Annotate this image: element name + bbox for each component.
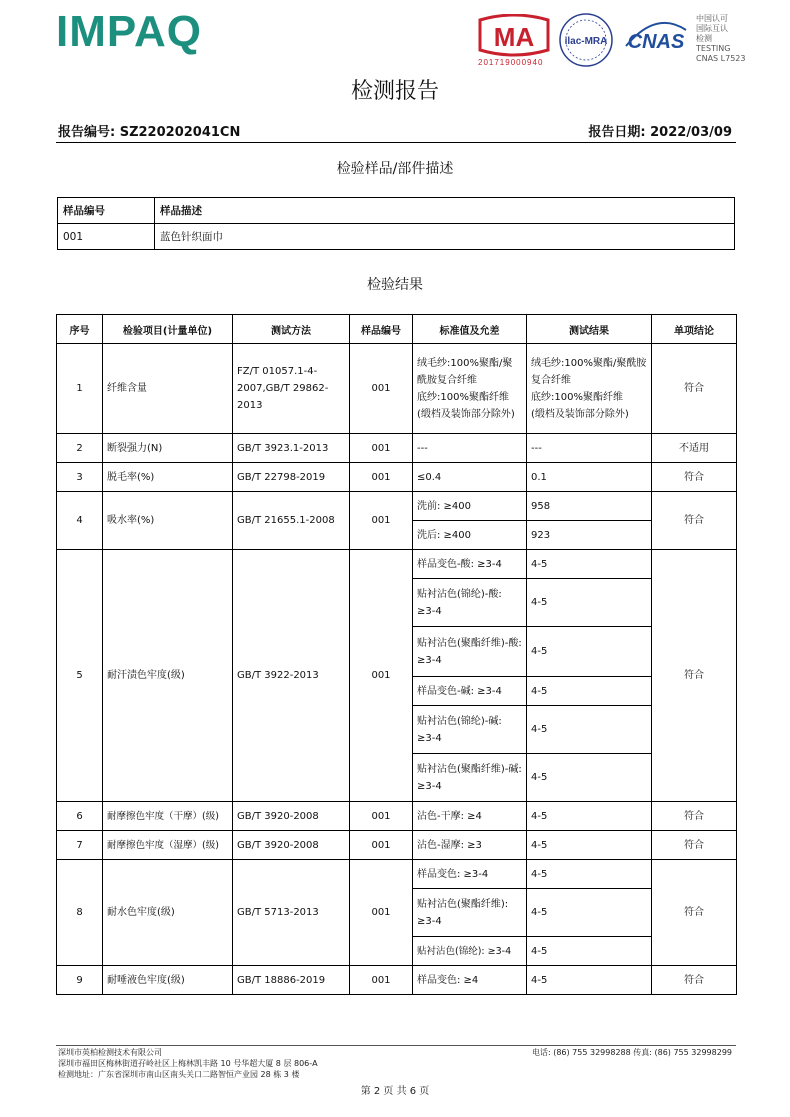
results-header-row (57, 315, 737, 344)
row-number: 5 (57, 550, 103, 802)
test-method: GB/T 3922-2013 (233, 550, 350, 802)
cnas-line: CNAS L7523 (696, 54, 746, 63)
page-number: 第 2 页 共 6 页 (360, 1086, 430, 1097)
contact-info: 电话: (86) 755 32998288 传真: (86) 755 32998299 (531, 1048, 732, 1057)
test-result: 4-5 (527, 706, 652, 754)
cma-number: 201719000940 (478, 58, 544, 67)
sample-table (57, 197, 735, 250)
test-result: 4-5 (527, 627, 652, 677)
table-row (58, 224, 735, 250)
table-row (57, 550, 737, 579)
standard-value: ≤0.4 (413, 463, 527, 492)
standard-value: 贴衬沾色(锦纶): ≥3-4 (413, 937, 527, 966)
report-number: 报告编号: SZ220202041CN (58, 125, 241, 140)
results-table (56, 314, 737, 995)
footer-line: 检测地址：广东省深圳市南山区南头关口二路智恒产业园 28 栋 3 楼 (58, 1070, 300, 1079)
standard-value: 沾色-湿摩: ≥3 (413, 831, 527, 860)
results-section-title: 检验结果 (367, 277, 423, 293)
standard-value: 贴衬沾色(聚酯纤维): ≥3-4 (413, 889, 527, 937)
test-result: 0.1 (527, 463, 652, 492)
conclusion: 符合 (652, 550, 737, 802)
sample-id: 001 (350, 802, 413, 831)
footer-line: 深圳市英柏检测技术有限公司 (58, 1048, 162, 1057)
sample-id: 001 (350, 860, 413, 966)
cnas-line: 检测 (696, 34, 712, 43)
company-address (58, 1047, 318, 1080)
row-number: 8 (57, 860, 103, 966)
sample-id: 001 (350, 463, 413, 492)
company-logo: IMPAQ (56, 7, 202, 56)
column-header: 样品描述 (155, 198, 735, 224)
column-header: 测试结果 (527, 315, 652, 344)
standard-value: 贴衬沾色(锦纶)-碱: ≥3-4 (413, 706, 527, 754)
table-row (57, 966, 737, 995)
test-item: 耐汗渍色牢度(级) (103, 550, 233, 802)
test-result: 923 (527, 521, 652, 550)
row-number: 6 (57, 802, 103, 831)
ilac-mra-mark (558, 12, 614, 68)
table-row (57, 831, 737, 860)
test-result: 4-5 (527, 550, 652, 579)
column-header: 序号 (57, 315, 103, 344)
cnas-line: 国际互认 (696, 24, 728, 33)
row-number: 7 (57, 831, 103, 860)
test-method: GB/T 18886-2019 (233, 966, 350, 995)
test-item: 断裂强力(N) (103, 434, 233, 463)
column-header: 样品编号 (58, 198, 155, 224)
table-row (57, 463, 737, 492)
test-result: 绒毛纱:100%聚酯/聚酰胺复合纤维 底纱:100%聚酯纤维 (缎档及装饰部分除外) (527, 344, 652, 434)
conclusion: 符合 (652, 966, 737, 995)
test-result: 4-5 (527, 831, 652, 860)
test-result: 4-5 (527, 889, 652, 937)
conclusion: 不适用 (652, 434, 737, 463)
test-item: 耐唾液色牢度(级) (103, 966, 233, 995)
standard-value: 贴衬沾色(锦纶)-酸: ≥3-4 (413, 579, 527, 627)
test-result: 4-5 (527, 966, 652, 995)
sample-id: 001 (350, 966, 413, 995)
column-header: 单项结论 (652, 315, 737, 344)
test-item: 纤维含量 (103, 344, 233, 434)
sample-table-header (58, 198, 735, 224)
footer-divider (56, 1045, 736, 1046)
test-result: 4-5 (527, 937, 652, 966)
cnas-line: 中国认可 (696, 14, 728, 23)
standard-value: 绒毛纱:100%聚酯/聚酰胺复合纤维 底纱:100%聚酯纤维 (缎档及装饰部分除外) (413, 344, 527, 434)
conclusion: 符合 (652, 831, 737, 860)
standard-value: 样品变色-酸: ≥3-4 (413, 550, 527, 579)
test-result: 4-5 (527, 802, 652, 831)
standard-value: 样品变色: ≥4 (413, 966, 527, 995)
sample-id: 001 (350, 831, 413, 860)
test-result: 4-5 (527, 754, 652, 802)
document-title: 检测报告 (350, 79, 439, 104)
conclusion: 符合 (652, 802, 737, 831)
sample-id: 001 (350, 550, 413, 802)
test-item: 耐摩擦色牢度（湿摩）(级) (103, 831, 233, 860)
column-header: 测试方法 (233, 315, 350, 344)
table-row (57, 434, 737, 463)
sample-id: 001 (58, 224, 155, 250)
conclusion: 符合 (652, 492, 737, 550)
test-item: 耐摩擦色牢度（干摩）(级) (103, 802, 233, 831)
test-item: 脱毛率(%) (103, 463, 233, 492)
test-method: GB/T 5713-2013 (233, 860, 350, 966)
row-number: 2 (57, 434, 103, 463)
table-row (57, 492, 737, 521)
footer-line: 深圳市福田区梅林街道孖岭社区上梅林凯丰路 10 号华超大厦 8 层 806-A (58, 1059, 318, 1068)
cnas-line: TESTING (696, 44, 731, 53)
standard-value: 洗前: ≥400 (413, 492, 527, 521)
table-row (57, 802, 737, 831)
standard-value: 样品变色-碱: ≥3-4 (413, 677, 527, 706)
row-number: 4 (57, 492, 103, 550)
column-header: 标准值及允差 (413, 315, 527, 344)
test-result: 4-5 (527, 677, 652, 706)
test-result: 4-5 (527, 860, 652, 889)
test-item: 耐水色牢度(级) (103, 860, 233, 966)
sample-section-title: 检验样品/部件描述 (336, 161, 454, 177)
table-row (57, 344, 737, 434)
standard-value: 贴衬沾色(聚酯纤维)-酸: ≥3-4 (413, 627, 527, 677)
test-item: 吸水率(%) (103, 492, 233, 550)
standard-value: --- (413, 434, 527, 463)
row-number: 1 (57, 344, 103, 434)
sample-description: 蓝色针织面巾 (155, 224, 735, 250)
cnas-accreditation-text (696, 14, 745, 64)
test-method: GB/T 3920-2008 (233, 831, 350, 860)
cnas-mark (622, 16, 690, 58)
test-result: 4-5 (527, 579, 652, 627)
cma-label: MA (493, 22, 535, 52)
ilac-label: ilac-MRA (564, 36, 608, 47)
sample-id: 001 (350, 492, 413, 550)
conclusion: 符合 (652, 344, 737, 434)
standard-value: 贴衬沾色(聚酯纤维)-碱: ≥3-4 (413, 754, 527, 802)
test-result: --- (527, 434, 652, 463)
conclusion: 符合 (652, 463, 737, 492)
sample-id: 001 (350, 434, 413, 463)
test-method: GB/T 22798-2019 (233, 463, 350, 492)
cnas-label: CNAS (627, 31, 685, 53)
standard-value: 样品变色: ≥3-4 (413, 860, 527, 889)
test-method: GB/T 3920-2008 (233, 802, 350, 831)
sample-id: 001 (350, 344, 413, 434)
standard-value: 洗后: ≥400 (413, 521, 527, 550)
column-header: 检验项目(计量单位) (103, 315, 233, 344)
test-method: GB/T 3923.1-2013 (233, 434, 350, 463)
header-divider (56, 142, 736, 143)
standard-value: 沾色-干摩: ≥4 (413, 802, 527, 831)
table-row (57, 860, 737, 889)
row-number: 9 (57, 966, 103, 995)
conclusion: 符合 (652, 860, 737, 966)
report-date: 报告日期: 2022/03/09 (588, 125, 732, 140)
test-method: GB/T 21655.1-2008 (233, 492, 350, 550)
test-result: 958 (527, 492, 652, 521)
column-header: 样品编号 (350, 315, 413, 344)
test-method: FZ/T 01057.1-4-2007,GB/T 29862-2013 (233, 344, 350, 434)
row-number: 3 (57, 463, 103, 492)
